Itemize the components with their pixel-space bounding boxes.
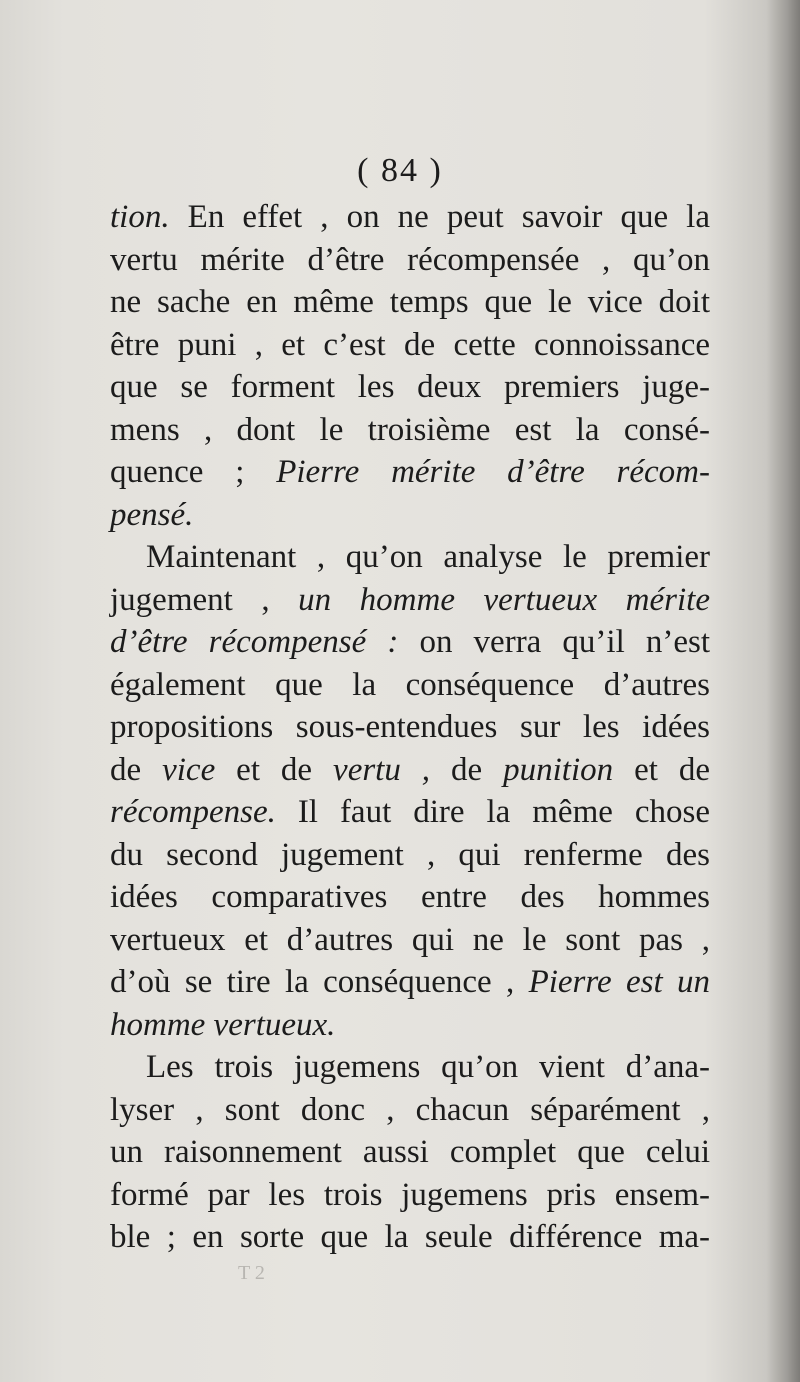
text-line bbox=[110, 579, 710, 622]
text-segment: que se forment les deux premiers juge- bbox=[110, 369, 710, 405]
page-gutter-shadow bbox=[766, 0, 800, 1382]
text-line bbox=[110, 1216, 710, 1259]
text-line bbox=[110, 366, 710, 409]
text-segment: et de bbox=[215, 751, 334, 788]
text-segment: de bbox=[110, 751, 163, 788]
text-segment: quence ; bbox=[110, 454, 277, 490]
text-segment: vertu mérite d’être récompensée , qu’on bbox=[110, 241, 710, 278]
text-line bbox=[110, 281, 710, 324]
text-line bbox=[110, 621, 710, 664]
text-segment: En effet , on ne peut savoir que la bbox=[169, 199, 710, 235]
italic-segment: Pierre est un bbox=[528, 964, 710, 1000]
italic-segment: homme vertueux. bbox=[110, 1006, 336, 1043]
text-segment: vertueux et d’autres qui ne le sont pas , bbox=[110, 921, 710, 958]
text-segment: de bbox=[430, 751, 504, 788]
text-line bbox=[110, 1004, 710, 1047]
text-segment: Maintenant , qu’on analyse le premier bbox=[146, 539, 710, 575]
text-line bbox=[110, 706, 710, 749]
text-line bbox=[110, 196, 710, 239]
text-segment: mens , dont le troisième est la consé- bbox=[110, 411, 710, 448]
italic-segment: pensé. bbox=[110, 496, 194, 533]
text-segment: lyser , sont donc , chacun séparément , bbox=[110, 1091, 710, 1128]
italic-segment: tion. bbox=[110, 199, 170, 235]
italic-segment: punition bbox=[503, 751, 614, 788]
text-line bbox=[110, 324, 710, 367]
text-line bbox=[110, 1131, 710, 1174]
italic-segment: vice bbox=[162, 751, 216, 788]
text-line bbox=[110, 834, 710, 877]
text-line bbox=[110, 1089, 710, 1132]
text-segment: d’où se tire la conséquence , bbox=[110, 964, 529, 1000]
italic-segment: vertu , bbox=[333, 751, 431, 788]
text-segment: on verra qu’il n’est bbox=[398, 624, 710, 660]
text-segment: du second jugement , qui renferme des bbox=[110, 836, 710, 873]
text-line bbox=[110, 749, 710, 792]
text-segment: ble ; en sorte que la seule différence ma- bbox=[110, 1219, 710, 1255]
text-segment: idées comparatives entre des hommes bbox=[110, 879, 710, 915]
italic-segment: récompense. bbox=[110, 794, 276, 830]
text-segment: Il faut dire la même chose bbox=[275, 794, 710, 830]
text-line bbox=[110, 791, 710, 834]
text-segment: et de bbox=[613, 751, 711, 788]
text-line bbox=[110, 1174, 710, 1217]
text-line bbox=[110, 409, 710, 452]
italic-segment: Pierre mérite d’être récom- bbox=[276, 454, 710, 490]
text-line bbox=[110, 494, 710, 537]
italic-segment: un homme vertueux mérite bbox=[298, 581, 710, 618]
text-line bbox=[110, 919, 710, 962]
text-segment: être puni , et c’est de cette connoissance bbox=[110, 326, 710, 363]
text-segment: ne sache en même temps que le vice doit bbox=[110, 284, 710, 320]
page-number-header: ( 84 ) bbox=[357, 152, 443, 189]
text-segment: formé par les trois jugemens pris ensem- bbox=[110, 1176, 710, 1213]
text-segment: Les trois jugemens qu’on vient d’ana- bbox=[146, 1049, 710, 1085]
text-segment: également que la conséquence d’autres bbox=[110, 666, 710, 703]
italic-segment: d’être récompensé : bbox=[110, 624, 399, 660]
text-line bbox=[110, 451, 710, 494]
text-segment: propositions sous-entendues sur les idées bbox=[110, 709, 710, 745]
text-line bbox=[110, 239, 710, 282]
body-text bbox=[110, 196, 710, 1259]
text-line bbox=[110, 1046, 710, 1089]
text-segment: jugement , bbox=[110, 581, 299, 618]
text-line bbox=[110, 664, 710, 707]
text-line bbox=[110, 961, 710, 1004]
text-segment: un raisonnement aussi complet que celui bbox=[110, 1134, 710, 1170]
signature-mark: T 2 bbox=[238, 1262, 265, 1284]
text-line bbox=[110, 536, 710, 579]
text-line bbox=[110, 876, 710, 919]
